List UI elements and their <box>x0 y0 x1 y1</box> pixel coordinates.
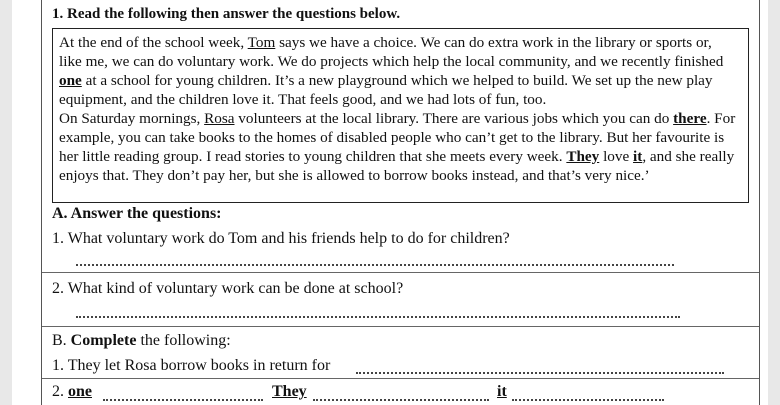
divider-3 <box>42 378 759 379</box>
right-margin <box>768 0 780 405</box>
section-b-title: B. Complete the following: <box>52 332 231 349</box>
question-a1: 1. What voluntary work do Tom and his friends help to do for children? <box>52 230 510 247</box>
word-one: one <box>59 72 82 89</box>
answer-line-one[interactable] <box>103 399 263 401</box>
ref-one: one <box>68 383 92 400</box>
word-they: They <box>566 148 600 165</box>
passage-line-4: equipment, and the children love it. That feels good, and we had lots of fun, too. <box>59 91 547 108</box>
ref-they-label: They <box>272 383 307 400</box>
section-a-title: A. Answer the questions: <box>52 205 222 222</box>
passage-line-6: example, you can take books to the homes of disabled people who can’t get to the library. But her favourite is <box>59 129 725 146</box>
passage-line-8: enjoys that. They don’t pay her, but she is allowed to borrow books instead, and that’s very nice.’ <box>59 167 650 184</box>
question-b2: 2. one <box>52 383 92 400</box>
passage-line-5: On Saturday mornings, Rosa volunteers at the local library. There are various jobs which you can do there. For <box>59 110 736 127</box>
answer-line-a2[interactable] <box>76 316 680 318</box>
answer-line-it[interactable] <box>512 399 664 401</box>
divider-2 <box>42 326 759 327</box>
page-border-left <box>41 0 42 405</box>
answer-line-a1[interactable] <box>76 264 674 266</box>
passage-line-1: At the end of the school week, Tom says we have a choice. We can do extra work in the library or sports or, <box>59 34 712 51</box>
word-it: it <box>633 148 643 165</box>
word-tom: Tom <box>247 34 276 51</box>
word-there: there <box>673 110 707 127</box>
passage-line-2: like me, we can do voluntary work. We do projects which help the local community, and we recently finished <box>59 53 724 70</box>
page-border-right <box>759 0 760 405</box>
passage-line-3: one at a school for young children. It’s a new playground which we helped to build. We set up the new play <box>59 72 713 89</box>
word-rosa: Rosa <box>204 110 235 127</box>
passage-line-7: her little reading group. I read stories to young children that she meets every week. They love it, and she really <box>59 148 735 165</box>
question-a2: 2. What kind of voluntary work can be done at school? <box>52 280 404 297</box>
exercise-heading: 1. Read the following then answer the questions below. <box>52 6 401 22</box>
question-b1: 1. They let Rosa borrow books in return for <box>52 357 331 374</box>
left-margin <box>0 0 12 405</box>
ref-it-label: it <box>497 383 507 400</box>
divider-1 <box>42 272 759 273</box>
answer-line-they[interactable] <box>313 399 489 401</box>
answer-line-b1[interactable] <box>356 372 724 374</box>
